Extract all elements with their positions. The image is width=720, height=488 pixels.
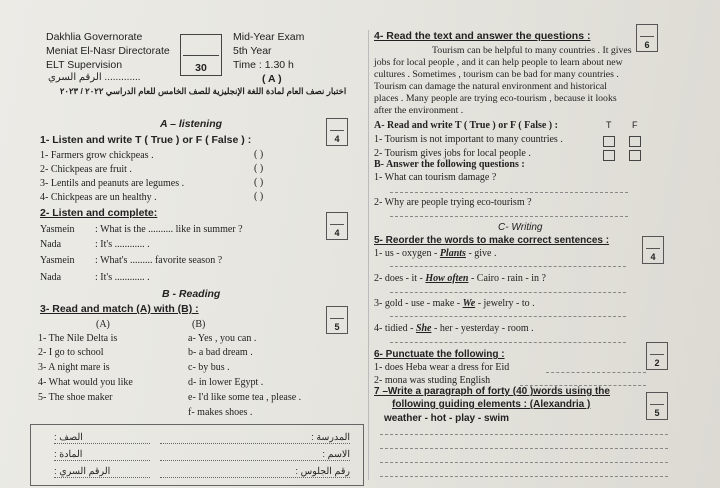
serial-field[interactable]: الرقم السري : <box>54 466 150 478</box>
q6-item: 1- does Heba wear a dress for Eid <box>374 362 510 373</box>
match-a-item: 3- A night mare is <box>38 362 110 373</box>
subject-field[interactable]: المادة : <box>54 449 150 461</box>
exam-time: Time : 1.30 h <box>233 59 294 71</box>
reading-score: 5 <box>334 322 340 332</box>
q7-score-box <box>646 392 668 420</box>
serial-label: الرقم السري ............. <box>48 72 141 83</box>
match-b-item: f- makes shoes . <box>188 407 253 418</box>
true-checkbox[interactable] <box>603 150 615 161</box>
exam-title: Mid-Year Exam <box>233 31 305 43</box>
listening-score-box <box>326 118 348 146</box>
q4-score: 6 <box>644 40 650 50</box>
school-field[interactable]: المدرسة : <box>160 432 350 444</box>
column-a-heading: (A) <box>96 319 110 330</box>
q2-title: 2- Listen and complete: <box>40 207 158 219</box>
q5-score: 4 <box>650 252 656 262</box>
reading-section-title: B - Reading <box>162 288 221 300</box>
seat-number-field[interactable]: رقم الجلوس : <box>160 466 350 478</box>
column-divider <box>368 30 369 480</box>
q1-item: 2- Chickpeas are fruit . <box>40 164 132 175</box>
answer-line[interactable] <box>390 266 626 267</box>
q5-item-1: 1- us - oxygen - Plants - give . <box>374 248 497 259</box>
q2-score-box <box>326 212 348 240</box>
answer-line[interactable] <box>390 292 626 293</box>
dialogue-speaker: Nada <box>40 239 62 250</box>
q7-title: 7 –Write a paragraph of forty (40 )words using the <box>374 386 610 397</box>
dialogue-line: : It's ............ . <box>95 239 150 250</box>
writing-line[interactable] <box>380 476 668 477</box>
q4-score-box <box>636 24 658 52</box>
q6-title: 6- Punctuate the following : <box>374 349 505 360</box>
total-score: 30 <box>195 62 207 74</box>
q5-item-3: 3- gold - use - make - We - jewelry - to . <box>374 298 535 309</box>
true-column-label: T <box>606 120 612 130</box>
q5-item-2: 2- does - it - How often - Cairo - rain - in ? <box>374 273 546 284</box>
match-a-item: 1- The Nile Delta is <box>38 333 118 344</box>
grade: 5th Year <box>233 45 272 57</box>
passage-line: jobs for local people , and it can help people to learn about new <box>374 57 623 68</box>
reading-score-box <box>326 306 348 334</box>
q1-title: 1- Listen and write T ( True ) or F ( False ) : <box>40 134 252 146</box>
match-a-item: 5- The shoe maker <box>38 392 113 403</box>
true-checkbox[interactable] <box>603 136 615 147</box>
directorate: Meniat El-Nasr Directorate <box>46 45 170 57</box>
writing-section-title: C- Writing <box>498 222 543 233</box>
b-title: B- Answer the following questions : <box>374 159 525 170</box>
answer-line[interactable] <box>390 192 628 193</box>
q5-score-box <box>642 236 664 264</box>
match-a-item: 2- I go to school <box>38 347 104 358</box>
q2-score: 4 <box>334 228 340 238</box>
match-b-item: b- a bad dream . <box>188 347 253 358</box>
dialogue-speaker: Nada <box>40 272 62 283</box>
q6-score-box <box>646 342 668 370</box>
writing-line[interactable] <box>380 448 668 449</box>
answer-blank[interactable]: ( ) <box>254 163 264 174</box>
false-checkbox[interactable] <box>629 136 641 147</box>
match-b-item: d- in lower Egypt . <box>188 377 264 388</box>
match-b-item: c- by bus . <box>188 362 230 373</box>
arabic-title: اختبار نصف العام لمادة اللغة الإنجليزية للصف الخامس للعام الدراسي ٢٠٢٢ / ٢٠٢٣ <box>59 86 347 96</box>
class-field[interactable]: الصف : <box>54 432 150 444</box>
q6-score: 2 <box>654 358 660 368</box>
governorate: Dakhlia Governorate <box>46 31 143 43</box>
tf-item: 1- Tourism is not important to many countries . <box>374 134 563 145</box>
total-score-box <box>180 34 222 76</box>
q3-title: 3- Read and match (A) with (B) : <box>40 303 199 315</box>
q7-title-line-2: following guiding elements : (Alexandria ) <box>392 399 591 410</box>
match-b-item: a- Yes , you can . <box>188 333 257 344</box>
answer-blank[interactable]: ( ) <box>254 191 264 202</box>
false-column-label: F <box>632 120 638 130</box>
b-question: 2- Why are people trying eco-tourism ? <box>374 197 532 208</box>
false-checkbox[interactable] <box>629 150 641 161</box>
dialogue-line: : What's ......... favorite season ? <box>95 255 223 266</box>
passage-line: Tourism can be helpful to many countries . It gives <box>432 45 632 56</box>
listening-section-title: A – listening <box>160 118 223 130</box>
writing-line[interactable] <box>380 462 668 463</box>
match-a-item: 4- What would you like <box>38 377 133 388</box>
match-b-item: e- I'd like some tea , please . <box>188 392 302 403</box>
q1-item: 3- Lentils and peanuts are legumes . <box>40 178 185 189</box>
tf-title: A- Read and write T ( True ) or F ( False ) : <box>374 120 558 131</box>
q1-item: 1- Farmers grow chickpeas . <box>40 150 154 161</box>
answer-line[interactable] <box>390 342 626 343</box>
answer-line[interactable] <box>390 316 626 317</box>
passage-line: after the environment . <box>374 105 464 116</box>
answer-line[interactable] <box>390 216 628 217</box>
q1-item: 4- Chickpeas are un healthy . <box>40 192 157 203</box>
dialogue-line: : What is the .......... like in summer ? <box>95 224 243 235</box>
passage-line: places . Many people are trying eco-tourism , because it looks <box>374 93 617 104</box>
exam-model: ( A ) <box>262 73 282 85</box>
dialogue-speaker: Yasmein <box>40 255 75 266</box>
q4-title: 4- Read the text and answer the questions : <box>374 30 591 42</box>
tf-item: 2- Tourism gives jobs for local people . <box>374 148 531 159</box>
writing-line[interactable] <box>380 434 668 435</box>
q7-guiding-elements: weather - hot - play - swim <box>384 413 510 424</box>
b-question: 1- What can tourism damage ? <box>374 172 497 183</box>
answer-blank[interactable]: ( ) <box>254 177 264 188</box>
q5-item-4: 4- tidied - She - her - yesterday - room . <box>374 323 534 334</box>
listening-score: 4 <box>334 134 340 144</box>
dialogue-line: : It's ............ . <box>95 272 150 283</box>
supervision: ELT Supervision <box>46 59 123 71</box>
dialogue-speaker: Yasmein <box>40 224 75 235</box>
passage-line: cultures . Sometimes , tourism can be bad for many countries . <box>374 69 619 80</box>
q7-score: 5 <box>654 408 660 418</box>
answer-line[interactable] <box>546 372 646 373</box>
name-field[interactable]: الاسم : <box>160 449 350 461</box>
column-b-heading: (B) <box>192 319 206 330</box>
q6-item: 2- mona was studing English <box>374 375 491 386</box>
q5-title: 5- Reorder the words to make correct sentences : <box>374 235 610 246</box>
answer-blank[interactable]: ( ) <box>254 149 264 160</box>
passage-line: Tourism can damage the natural environment and historical <box>374 81 608 92</box>
